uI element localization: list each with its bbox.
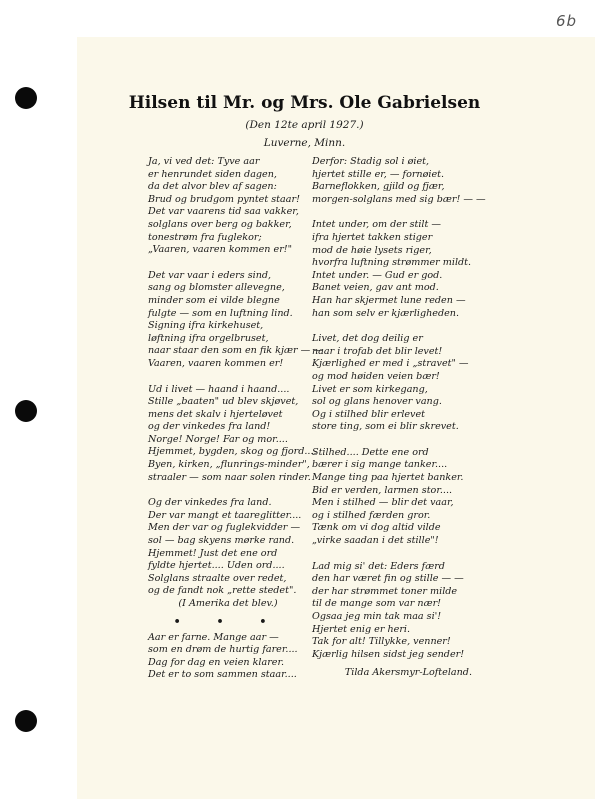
verse-line: Og der vinkedes fra land.	[148, 497, 272, 509]
stanza	[148, 497, 308, 610]
verse-line: Kjærlig hilsen sidst jeg sender!	[312, 648, 465, 660]
verse-line: Intet under. — Gud er god.	[312, 269, 443, 281]
verse-line: og mod høiden veien bær!	[312, 370, 440, 382]
verse-line: Tak for alt! Tillykke, venner!	[312, 636, 451, 648]
dateline: (Den 12te april 1927.)	[245, 119, 364, 131]
verse-line: Solglans straalte over redet,	[148, 572, 287, 584]
stanza	[148, 632, 308, 682]
verse-line: løftning ifra orgelbruset,	[148, 332, 269, 344]
verse-line: som en drøm de hurtig farer....	[148, 644, 298, 656]
stanza	[312, 447, 472, 548]
stanza	[312, 561, 472, 662]
author-signature: Tilda Akersmyr-Lofteland.	[344, 667, 472, 679]
verse-line: fulgte — som en luftning lind.	[148, 307, 293, 319]
verse-line: naar i trofab det blir levet!	[312, 345, 443, 357]
verse-line: tonestrøm fra fuglekor;	[148, 231, 262, 243]
verse-line: Ogsaa jeg min tak maa si'!	[312, 611, 442, 622]
verse-line: Stille „baaten" ud blev skjøvet,	[148, 396, 299, 408]
verse-line: og i stilhed færden gror.	[312, 509, 431, 521]
verse-line: og der vinkedes fra land!	[148, 421, 271, 433]
verse-line: Hjemmet! Just det ene ord	[148, 547, 278, 559]
stanza	[148, 383, 317, 485]
verse-line: Der var mangt et taareglitter....	[148, 509, 302, 521]
verse-line: bærer i sig mange tanker....	[312, 459, 448, 471]
verse-line: sol — bag skyens mørke rand.	[148, 535, 295, 547]
verse-line: „Vaaren, vaaren kommen er!"	[148, 244, 293, 256]
verse-line: til de mange som var nær!	[312, 598, 442, 610]
stanza	[312, 156, 486, 206]
verse-line: Men der var og fuglekvidder —	[148, 522, 301, 534]
verse-line: Bid er verden, larmen stor....	[312, 484, 453, 496]
verse-line: Lad mig si' det: Eders færd	[312, 560, 445, 572]
verse-line: Aar er farne. Mange aar —	[148, 631, 279, 643]
verse-line: Livet, det dog deilig er	[312, 333, 423, 345]
verse-line: den har været fin og stille — —	[312, 573, 464, 585]
verse-line: Han har skjermet lune reden —	[312, 294, 466, 306]
verse-line: Intet under, om der stilt —	[312, 219, 442, 231]
left-column	[148, 156, 323, 682]
verse-line: minder som ei vilde blegne	[148, 294, 280, 306]
verse-line: Tænk om vi dog altid vilde	[312, 522, 441, 534]
poem-title: Hilsen til Mr. og Mrs. Ole Gabrielsen	[128, 93, 481, 113]
place-line: Luverne, Minn.	[263, 137, 346, 149]
verse-line: Signing ifra kirkehuset,	[148, 320, 264, 332]
verse-line: Stilhed.... Dette ene ord	[312, 446, 429, 458]
verse-line: Vaaren, vaaren kommen er!	[148, 357, 284, 369]
verse-line: Barneflokken, gjild og fjær,	[312, 181, 445, 193]
verse-line: mod de høie lysets riger,	[312, 244, 432, 256]
binder-hole-middle	[15, 400, 37, 422]
parenthetical-note: (I Amerika det blev.)	[178, 598, 278, 609]
verse-line: Dag for dag en veien klarer.	[148, 656, 285, 668]
verse-line: da det alvor blev af sagen:	[148, 181, 277, 193]
right-column	[312, 156, 486, 680]
verse-line: Det er to som sammen staar....	[148, 669, 297, 681]
verse-line: straaler — som naar solen rinder.	[148, 471, 311, 483]
verse-line: Brud og brudgom pyntet staar!	[148, 193, 300, 205]
verse-line: Det var vaarens tid saa vakker,	[148, 206, 299, 218]
verse-line: Norge! Norge! Far og mor....	[148, 433, 288, 445]
verse-line: morgen-solglans med sig bær! — —	[312, 193, 486, 205]
verse-line: Banet veien, gav ant mod.	[312, 282, 439, 294]
verse-line: Hjemmet, bygden, skog og fjord....	[148, 446, 317, 458]
verse-line: store ting, som ei blir skrevet.	[312, 421, 459, 433]
verse-line: Livet er som kirkegang,	[312, 383, 428, 395]
stanza	[312, 219, 472, 320]
verse-line: sang og blomster allevegne,	[148, 282, 285, 294]
page-number: 6b	[556, 12, 578, 30]
verse-line: mens det skalv i hjerteløvet	[148, 408, 283, 420]
stanza	[148, 156, 308, 257]
verse-line: og de fandt nok „rette stedet".	[148, 585, 297, 597]
verse-line: Og i stilhed blir erlevet	[312, 408, 426, 420]
verse-line: er henrundet siden dagen,	[148, 168, 277, 180]
stanza	[312, 333, 472, 434]
verse-line: Men i stilhed — blir det vaar,	[312, 497, 454, 509]
verse-line: der har strømmet toner milde	[312, 585, 458, 597]
verse-line: Mange ting paa hjertet banker.	[312, 472, 464, 484]
verse-line: Byen, kirken, „flunrings-minder",	[148, 459, 310, 471]
verse-line: Det var vaar i eders sind,	[148, 269, 272, 281]
verse-line: hvorfra luftning strømmer mildt.	[312, 257, 472, 269]
verse-line: Hjertet enig er heri.	[312, 623, 411, 635]
verse-line: Derfor: Stadig sol i øiet,	[312, 156, 430, 167]
verse-line: Ja, vi ved det: Tyve aar	[148, 156, 260, 167]
verse-line: sol og glans henover vang.	[312, 396, 442, 408]
verse-line: Ud i livet — haand i haand....	[148, 383, 290, 395]
section-divider-dots: • • •	[173, 614, 283, 628]
binder-hole-bottom	[15, 710, 37, 732]
verse-line: „virke saadan i det stille"!	[312, 535, 439, 547]
verse-line: ifra hjertet takken stiger	[312, 231, 433, 243]
stanza	[148, 269, 323, 371]
verse-line: solglans over berg og bakker,	[148, 218, 292, 230]
verse-line: naar staar den som en fik kjær — —	[148, 345, 323, 357]
verse-line: Kjærlighed er med i „stravet" —	[312, 358, 469, 370]
verse-line: fyldte hjertet.... Uden ord....	[148, 560, 285, 572]
verse-line: han som selv er kjærligheden.	[312, 307, 459, 319]
verse-line: hjertet stille er, — fornøiet.	[312, 168, 445, 180]
